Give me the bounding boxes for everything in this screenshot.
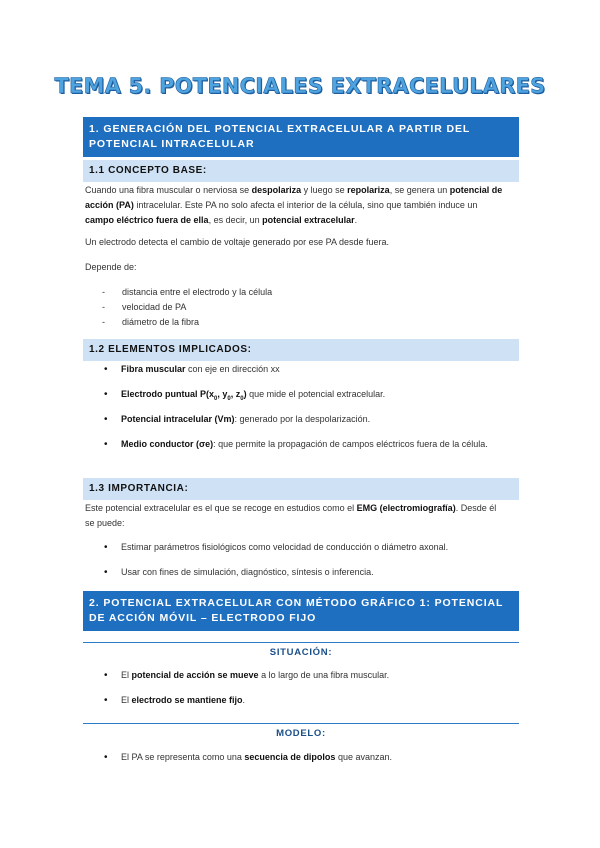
divider [83, 723, 519, 724]
model-heading: MODELO: [276, 728, 326, 739]
list-item: • Potencial intracelular (Vm): generado por la despolarización. [104, 414, 371, 425]
list-item: - velocidad de PA [102, 301, 187, 312]
subsection-1-2-heading: 1.2 ELEMENTOS IMPLICADOS: [83, 339, 519, 361]
list-item: • Usar con fines de simulación, diagnóstico, síntesis o inferencia. [104, 567, 374, 578]
list-item: - distancia entre el electrodo y la célula [102, 287, 273, 297]
list-item: • El PA se representa como una secuencia de dipolos que avanzan. [104, 752, 392, 763]
electrode-paragraph: Un electrodo detecta el cambio de voltaje generado por ese PA desde fuera. [85, 237, 390, 247]
importance-paragraph: Este potencial extracelular es el que se recoge en estudios como el EMG (electromiografía). Desde él se puede: [85, 503, 497, 528]
list-item: • Electrodo puntual $P(x_0$, $y_0$, $z_0$) que mide el potencial extracelular. [104, 389, 386, 402]
situation-heading: SITUACIÓN: [269, 647, 333, 658]
list-item: • Estimar parámetros fisiológicos como velocidad de conducción o diámetro axonal. [104, 542, 449, 553]
section-1-heading: 1. GENERACIÓN DEL POTENCIAL EXTRACELULAR A PARTIR DEL POTENCIAL INTRACELULAR [83, 117, 519, 157]
depends-label: Depende de: [85, 262, 137, 272]
concept-paragraph: Cuando una fibra muscular o nerviosa se despolariza y luego se repolariza, se genera un potencial de acción (PA) intracelular. Este PA no solo afecta el interior de la célula, sino que también induce un campo eléctrico fuera de ella, es decir, un potencial extracelular. [85, 185, 503, 225]
divider [83, 642, 519, 643]
list-item: • Fibra muscular con eje en dirección xx [104, 364, 280, 375]
section-2-heading: 2. POTENCIAL EXTRACELULAR CON MÉTODO GRÁFICO 1: POTENCIAL DE ACCIÓN MÓVIL – ELECTRODO FIJO [83, 591, 519, 631]
dependency-list [102, 285, 272, 329]
list-item: • El potencial de acción se mueve a lo largo de una fibra muscular. [104, 670, 390, 681]
subsection-1-3-heading: 1.3 IMPORTANCIA: [83, 478, 519, 500]
list-item: - diámetro de la fibra [102, 316, 200, 327]
list-item: • Medio conductor (σe): que permite la propagación de campos eléctricos fuera de la célula. [104, 439, 488, 450]
subsection-1-1-heading: 1.1 CONCEPTO BASE: [83, 160, 519, 182]
page-title: TEMA 5. POTENCIALES EXTRACELULARES [54, 74, 546, 98]
list-item: • El electrodo se mantiene fijo. [104, 695, 246, 706]
